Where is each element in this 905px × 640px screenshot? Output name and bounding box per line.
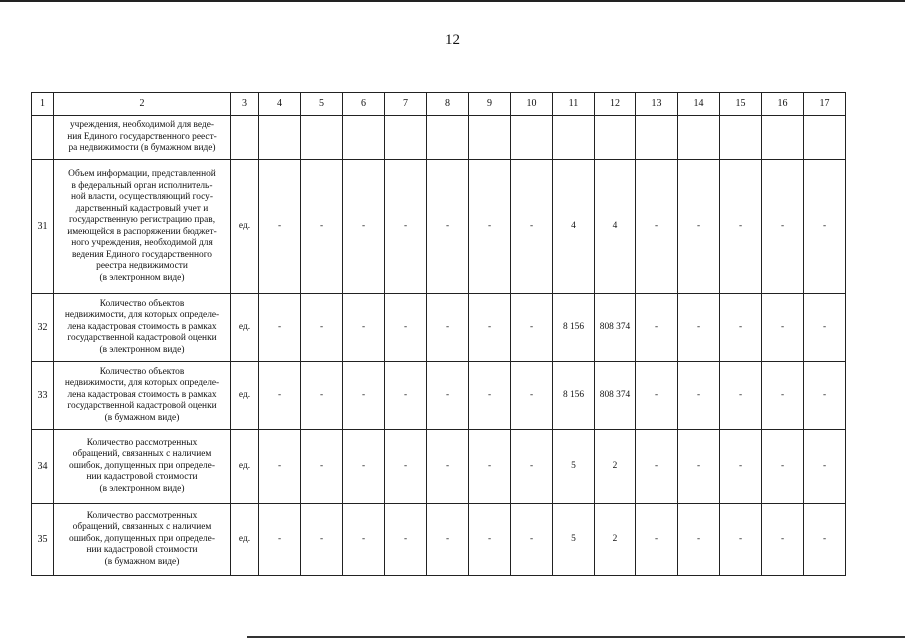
value-cell [511,116,553,160]
description-line: нии кадастровой стоимости [86,545,198,556]
table-row [32,430,846,504]
value-cell [636,116,678,160]
description-line: ра недвижимости (в бумажном виде) [68,143,216,154]
value-cell [385,116,427,160]
value-cell: 4 [595,160,636,294]
description-line: (в электронном виде) [99,344,185,355]
description-line: лена кадастровая стоимость в рамках [67,321,217,332]
description-line: недвижимости, для которых определе- [64,310,220,321]
description-line: (в электронном виде) [99,272,185,283]
value-cell: - [511,430,553,504]
row-number: 31 [32,160,54,294]
table-row [32,504,846,576]
value-cell: - [636,160,678,294]
row-unit: ед. [231,362,259,430]
value-cell [678,116,720,160]
row-number: 33 [32,362,54,430]
value-cell: - [804,160,846,294]
data-table [31,92,846,576]
description-line: ошибок, допущенных при определе- [69,533,215,544]
value-cell: - [301,362,343,430]
header-cell: 11 [553,93,595,116]
description-line: учреждения, необходимой для веде- [69,120,215,131]
header-cell: 2 [54,93,231,116]
description-line: Количество рассмотренных [86,437,198,448]
value-cell [762,116,804,160]
value-cell: 4 [553,160,595,294]
table-row [32,362,846,430]
value-cell: - [259,504,301,576]
value-cell: 2 [595,504,636,576]
top-border-line [0,0,905,2]
header-cell: 7 [385,93,427,116]
value-cell [427,116,469,160]
value-cell: - [385,504,427,576]
value-cell [595,116,636,160]
description-line: имеющейся в распоряжении бюджет- [67,226,217,237]
header-cell: 8 [427,93,469,116]
description-line: обращений, связанных с наличием [72,449,212,460]
value-cell: - [259,430,301,504]
value-cell: - [762,294,804,362]
description-line: обращений, связанных с наличием [72,522,212,533]
row-description [54,160,231,294]
value-cell: - [804,362,846,430]
description-line: нии кадастровой стоимости [86,472,198,483]
value-cell: - [301,504,343,576]
value-cell: - [511,294,553,362]
header-cell: 17 [804,93,846,116]
value-cell: - [343,430,385,504]
value-cell [804,116,846,160]
description-line: ной власти, осуществляющий госу- [71,192,213,202]
value-cell: - [301,160,343,294]
bottom-border-line [247,636,905,638]
header-cell: 12 [595,93,636,116]
row-description [54,116,231,160]
value-cell: 808 374 [595,294,636,362]
row-unit: ед. [231,430,259,504]
value-cell: - [720,362,762,430]
value-cell: - [469,430,511,504]
description-line: реестра недвижимости [96,261,188,271]
row-number: 34 [32,430,54,504]
value-cell: 8 156 [553,362,595,430]
value-cell: - [678,362,720,430]
row-number: 32 [32,294,54,362]
value-cell: - [469,160,511,294]
value-cell: - [427,160,469,294]
value-cell [259,116,301,160]
value-cell: - [259,362,301,430]
value-cell: - [385,160,427,294]
value-cell: - [343,160,385,294]
value-cell: - [385,430,427,504]
value-cell: - [636,430,678,504]
header-cell: 6 [343,93,385,116]
header-cell: 5 [301,93,343,116]
header-cell: 10 [511,93,553,116]
row-unit [231,116,259,160]
value-cell: - [720,504,762,576]
value-cell [720,116,762,160]
description-line: государственной кадастровой оценки [67,401,217,412]
value-cell: - [804,430,846,504]
value-cell: - [511,362,553,430]
table-body [32,93,846,576]
row-description [54,294,231,362]
value-cell: - [427,294,469,362]
row-unit: ед. [231,160,259,294]
description-line: ного учреждения, необходимой для [71,238,213,248]
value-cell: - [427,362,469,430]
page-number: 12 [445,32,460,48]
value-cell: - [385,362,427,430]
value-cell: - [720,160,762,294]
value-cell: - [678,430,720,504]
value-cell: 2 [595,430,636,504]
header-cell: 16 [762,93,804,116]
value-cell: - [762,160,804,294]
value-cell: - [804,504,846,576]
value-cell: - [762,504,804,576]
value-cell [553,116,595,160]
value-cell: - [469,362,511,430]
description-line: дарственный кадастровый учет и [75,203,209,214]
value-cell: - [762,362,804,430]
value-cell: - [469,294,511,362]
description-line: государственную регистрацию прав, [68,215,216,225]
value-cell [301,116,343,160]
value-cell: - [427,430,469,504]
value-cell: - [762,430,804,504]
value-cell: - [720,294,762,362]
description-line: лена кадастровая стоимость в рамках [67,389,217,400]
description-line: (в электронном виде) [99,483,185,494]
header-cell: 13 [636,93,678,116]
value-cell: - [720,430,762,504]
description-line: Количество объектов [99,298,185,309]
header-cell: 3 [231,93,259,116]
row-unit: ед. [231,294,259,362]
description-line: Объем информации, представленной [68,169,216,179]
table-row [32,160,846,294]
value-cell: - [343,362,385,430]
description-line: (в бумажном виде) [104,556,180,567]
description-line: Количество объектов [99,366,185,377]
value-cell: - [469,504,511,576]
value-cell: - [343,504,385,576]
value-cell [469,116,511,160]
value-cell: - [804,294,846,362]
description-line: в федеральный орган исполнитель- [71,180,213,191]
value-cell: - [678,504,720,576]
value-cell: 5 [553,430,595,504]
row-unit: ед. [231,504,259,576]
row-number: 35 [32,504,54,576]
value-cell: - [511,160,553,294]
value-cell: - [427,504,469,576]
value-cell: - [511,504,553,576]
value-cell: - [301,294,343,362]
value-cell: - [301,430,343,504]
row-description [54,362,231,430]
value-cell: - [636,294,678,362]
value-cell: 5 [553,504,595,576]
description-line: Количество рассмотренных [86,510,198,521]
value-cell: - [636,504,678,576]
description-line: ния Единого государственного реест- [67,131,217,142]
header-cell: 4 [259,93,301,116]
header-cell: 1 [32,93,54,116]
row-description [54,504,231,576]
table-row [32,294,846,362]
description-line: (в бумажном виде) [104,412,180,423]
value-cell: - [678,160,720,294]
value-cell: - [385,294,427,362]
description-line: ведения Единого государственного [72,249,212,260]
header-cell: 15 [720,93,762,116]
value-cell: 8 156 [553,294,595,362]
header-cell: 9 [469,93,511,116]
row-number [32,116,54,160]
description-line: недвижимости, для которых определе- [64,378,220,389]
value-cell [343,116,385,160]
value-cell: - [678,294,720,362]
row-description [54,430,231,504]
table-row [32,116,846,160]
value-cell: - [259,160,301,294]
value-cell: - [343,294,385,362]
description-line: государственной кадастровой оценки [67,333,217,344]
header-cell: 14 [678,93,720,116]
table-header-row [32,93,846,116]
description-line: ошибок, допущенных при определе- [69,460,215,471]
value-cell: - [259,294,301,362]
value-cell: 808 374 [595,362,636,430]
value-cell: - [636,362,678,430]
